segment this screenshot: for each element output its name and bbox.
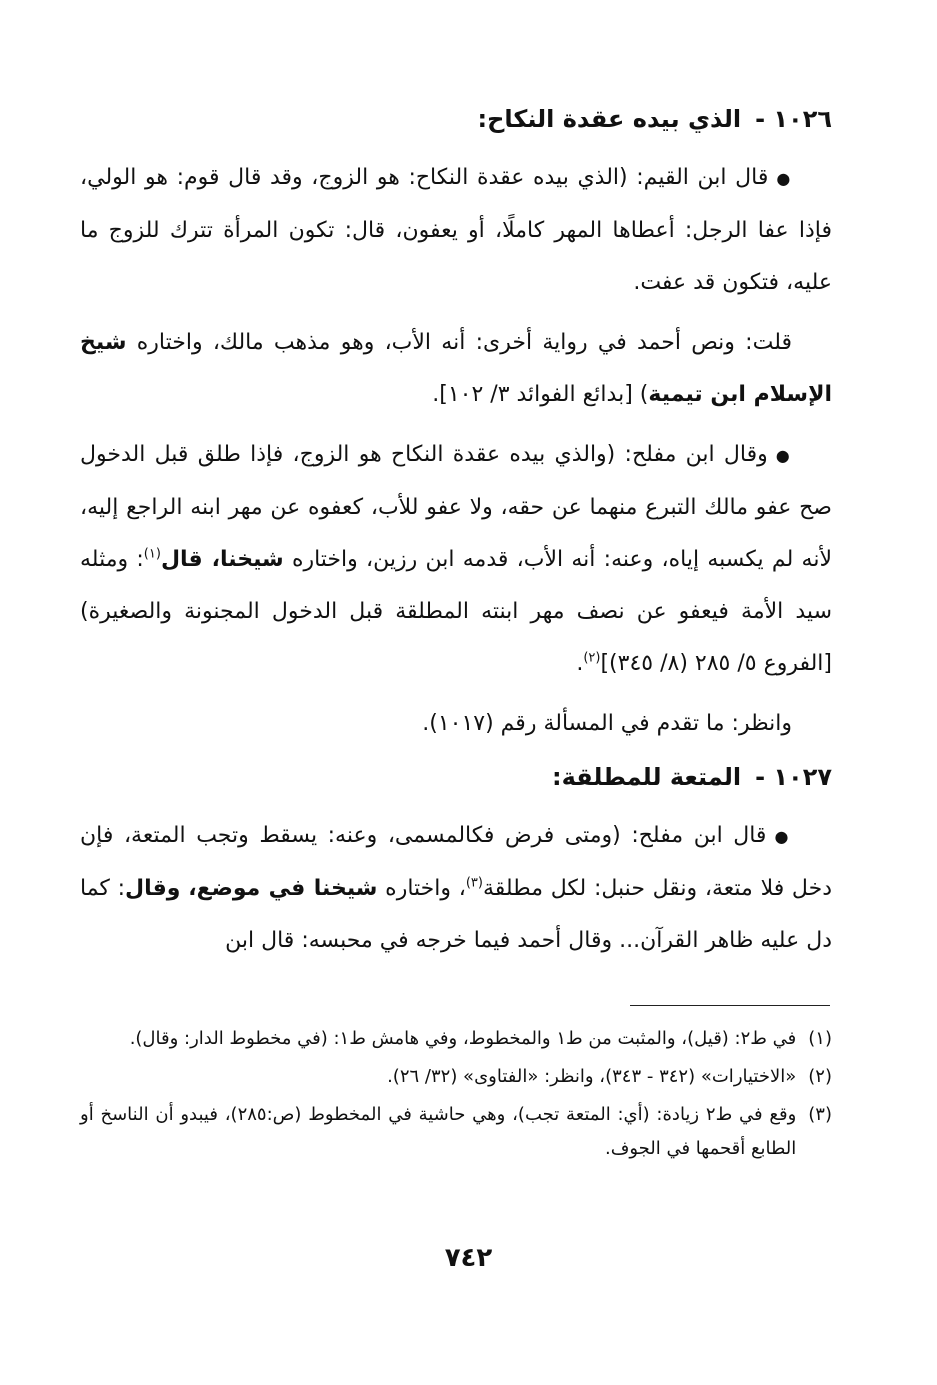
footnote-number: (٢) [808, 1066, 832, 1087]
text-segment: قلت: ونص أحمد في رواية أخرى: أنه الأب، وهو مذهب مالك، واختاره [126, 330, 792, 355]
section-heading-1027 [80, 758, 832, 796]
footnote-ref: (٣) [465, 875, 483, 891]
paragraph [80, 810, 832, 967]
footnote-ref: (١) [143, 546, 161, 562]
footnote [80, 1060, 832, 1094]
footnote-separator [630, 1005, 830, 1006]
text-segment: : كما دل عليه ظاهر القرآن... وقال أحمد فيما خرجه في محبسه: قال ابن [80, 876, 832, 953]
text-segment: ) [بدائع الفوائد ٣/ ١٠٢]. [432, 382, 649, 407]
bullet-icon: ● [774, 827, 793, 846]
section-number: ١٠٢٦ - [755, 105, 832, 133]
paragraph [80, 317, 832, 421]
section-title: المتعة للمطلقة: [551, 763, 742, 791]
text-segment: . [576, 651, 584, 676]
footnote-number: (٣) [808, 1104, 832, 1125]
paragraph [80, 152, 832, 309]
footnotes [80, 1022, 832, 1170]
footnote-ref: (٢) [583, 650, 601, 666]
section-title: الذي بيده عقدة النكاح: [477, 105, 742, 133]
section-number: ١٠٢٧ - [755, 763, 832, 791]
text-segment: قال ابن القيم: (الذي بيده عقدة النكاح: هو الزوج، وقد قال قوم: هو الولي، فإذا عفا الرجل: أعطاها المهر كاملًا، أو يعفون، قال: تكون المرأة تترك للزوج ما عليه، فتكون قد عفت. [80, 165, 832, 295]
footnote-number: (١) [808, 1028, 832, 1049]
paragraph [80, 698, 832, 750]
bullet-icon: ● [776, 169, 792, 188]
section-heading-1026 [80, 100, 832, 138]
footnote-text: وقع في ط٢ زيادة: (أي: المتعة تجب)، وهي حاشية في المخطوط (ص:٢٨٥)، فيبدو أن الناسخ أو الطابع أقحمها في الجوف. [80, 1104, 797, 1159]
text-segment: وانظر: ما تقدم في المسألة رقم (١٠١٧). [422, 711, 792, 736]
footnote [80, 1098, 832, 1166]
page-number: ٧٤٢ [444, 1243, 493, 1273]
footnote-text: في ط٢: (قيل)، والمثبت من ط١ والمخطوط، وفي هامش ط١: (في مخطوط الدار: وقال). [129, 1028, 797, 1049]
main-text [80, 100, 832, 975]
text-segment: وقال ابن مفلح: (والذي بيده عقدة النكاح هو الزوج، فإذا طلق قبل الدخول صح عفو مالك التبرع منهما عن حقه، ولا عفو للأب، كعفوه عن مهر ابنه الراجع إليه، لأنه لم يكسبه إياه، وعنه: أنه الأب، قدمه ابن رزين، واختاره [80, 442, 832, 572]
text-segment-bold: وقال [125, 876, 181, 901]
text-segment: : ومثله سيد الأمة فيعفو عن نصف مهر ابنته المطلقة قبل الدخول المجنونة والصغيرة) [الفروع ٥/ ٢٨٥ (٨/ ٣٤٥)] [80, 547, 832, 676]
text-segment-bold: شيخنا، قال [160, 547, 284, 572]
footnote-text: «الاختيارات» (٣٤٢ - ٣٤٣)، وانظر: «الفتاوى» (٣٢/ ٢٦). [387, 1066, 797, 1087]
footnote [80, 1022, 832, 1056]
text-segment-bold: شيخ الإسلام ابن تيمية [80, 330, 832, 407]
text-segment: ، واختاره [377, 876, 466, 901]
paragraph [80, 429, 832, 690]
text-segment: قال ابن مفلح: (ومتى فرض فكالمسمى، وعنه: يسقط وتجب المتعة، فإن دخل فلا متعة، ونقل حنبل: لكل مطلقة [80, 823, 832, 901]
text-segment-bold: شيخنا في موضع، [188, 876, 378, 901]
bullet-icon: ● [775, 446, 793, 465]
